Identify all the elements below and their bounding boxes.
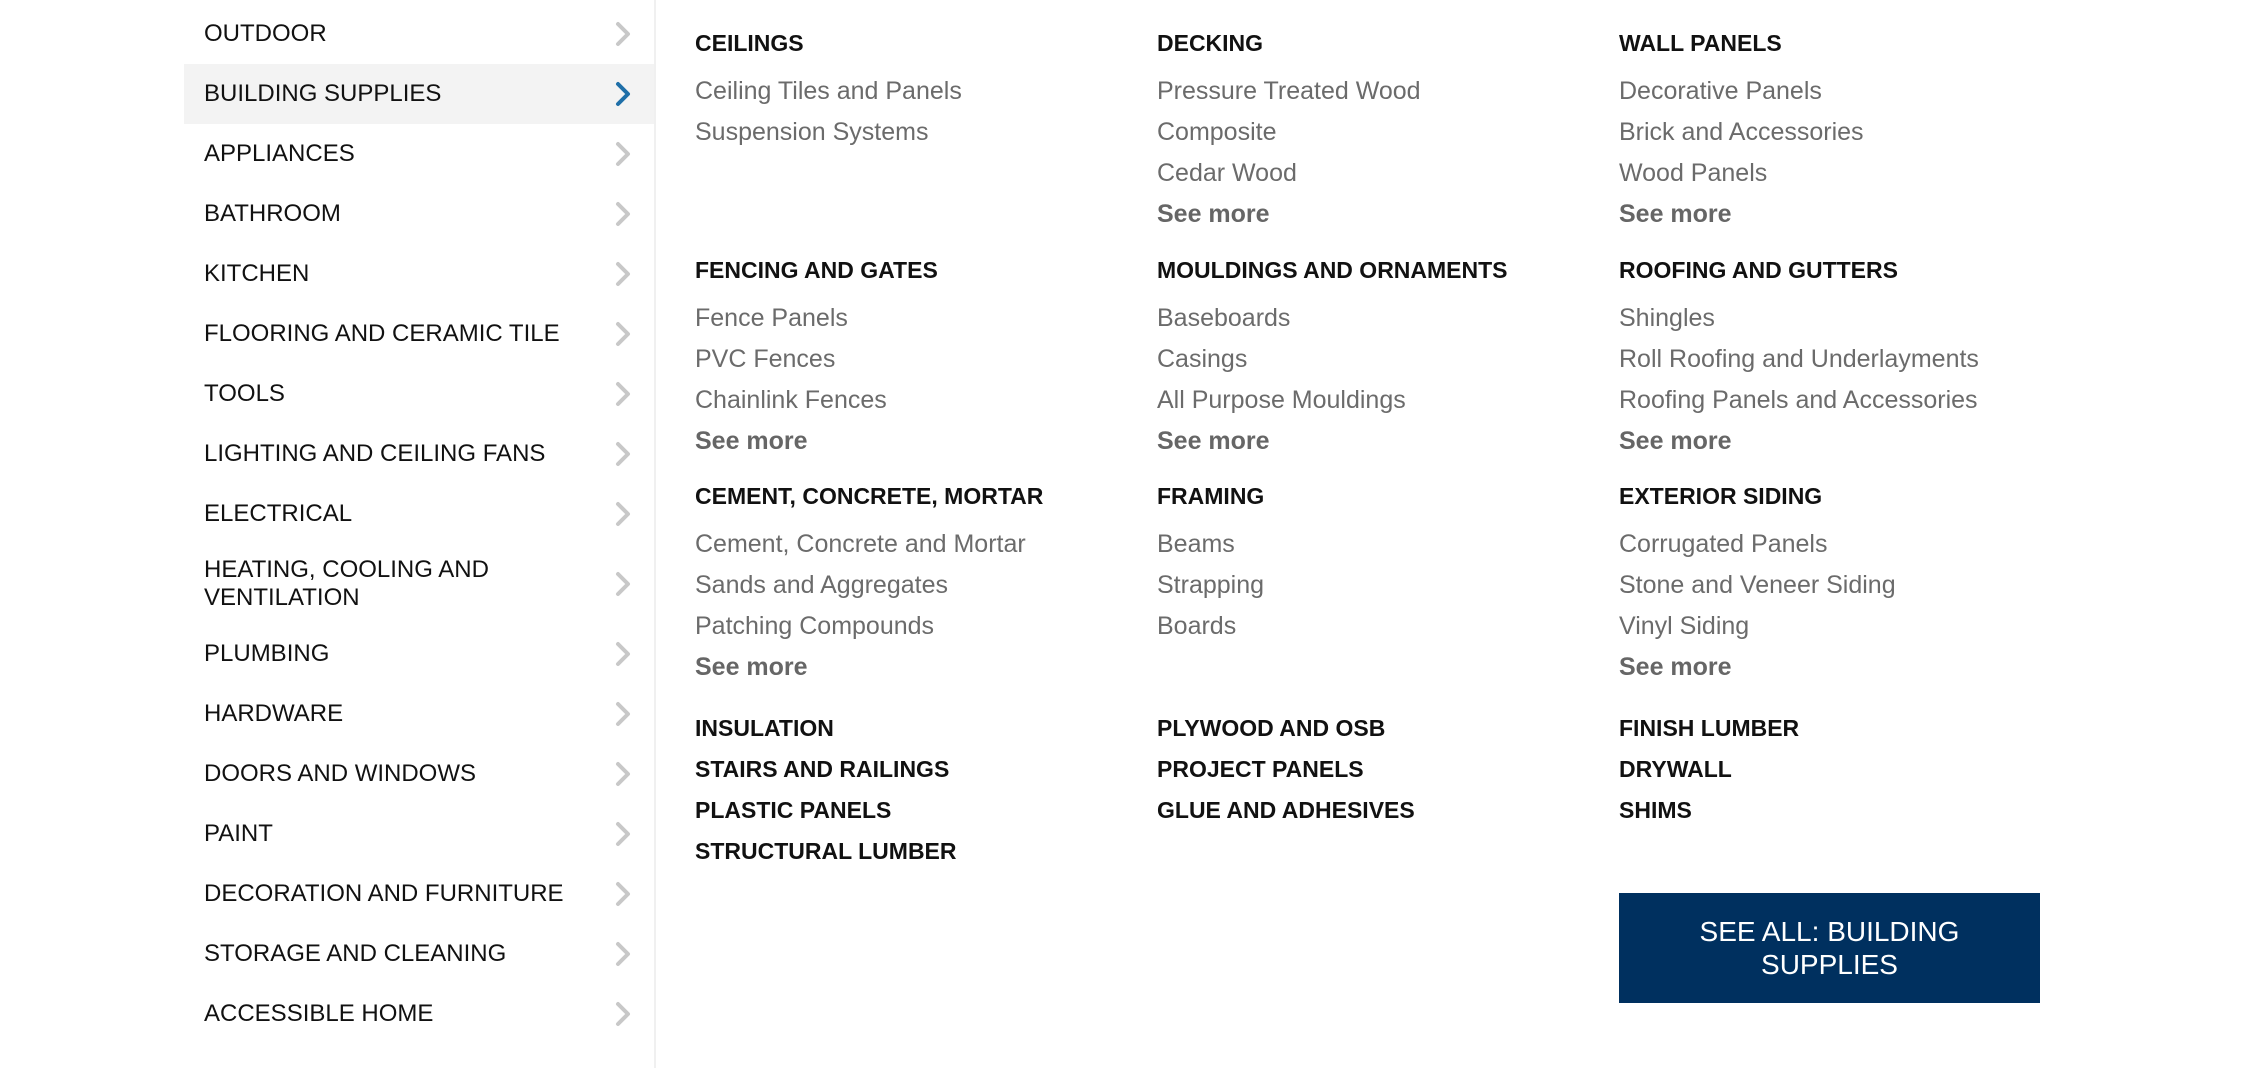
sidebar-item-building-supplies[interactable] [184,64,654,124]
sidebar-item-label: STORAGE AND CLEANING [204,940,507,967]
chevron-right-icon [614,21,632,47]
chevron-right-icon [614,441,632,467]
sidebar-item-tools[interactable] [184,364,654,424]
sidebar-item-label: PAINT [204,820,273,847]
sidebar-item-label: HARDWARE [204,700,344,727]
chevron-right-icon [614,321,632,347]
sidebar-item-storage-and-cleaning[interactable] [184,924,654,984]
group-link[interactable]: Boards [1157,612,1237,640]
group-link[interactable]: Casings [1157,345,1248,373]
group-link[interactable]: Pressure Treated Wood [1157,77,1421,105]
menu-group [1619,481,2059,688]
category-link[interactable]: STAIRS AND RAILINGS [695,756,950,782]
menu-group [1619,255,2059,462]
sidebar-item-label: LIGHTING AND CEILING FANS [204,440,546,467]
see-more-link[interactable]: See more [1157,427,1270,455]
menu-group [1157,28,1597,235]
chevron-right-icon [614,761,632,787]
see-more-link[interactable]: See more [695,427,808,455]
sidebar-item-label: OUTDOOR [204,20,327,47]
see-all-label: SEE ALL: BUILDING SUPPLIES [1699,916,1960,980]
see-all-building-supplies-button[interactable] [1619,893,2040,1003]
sidebar-item-label: TOOLS [204,380,285,407]
sidebar-item-doors-and-windows[interactable] [184,744,654,804]
menu-extra-links [695,708,1135,872]
chevron-right-icon [614,941,632,967]
category-link[interactable]: STRUCTURAL LUMBER [695,838,957,864]
menu-group [695,28,1135,153]
group-link[interactable]: Baseboards [1157,304,1291,332]
chevron-right-icon [614,821,632,847]
sidebar-item-accessible-home[interactable] [184,984,654,1044]
group-title[interactable]: WALL PANELS [1619,30,1782,56]
group-link[interactable]: Strapping [1157,571,1265,599]
sidebar-item-label: BUILDING SUPPLIES [204,80,442,107]
sidebar-item-paint[interactable] [184,804,654,864]
group-title[interactable]: FENCING AND GATES [695,257,938,283]
group-link[interactable]: Fence Panels [695,304,848,332]
sidebar-item-heating-cooling-and-ventilation[interactable] [184,544,654,624]
chevron-right-icon [614,501,632,527]
sidebar-item-label: ELECTRICAL [204,500,353,527]
group-link[interactable]: Patching Compounds [695,612,935,640]
sidebar-item-label: APPLIANCES [204,140,355,167]
group-link[interactable]: Decorative Panels [1619,77,1822,105]
menu-group [695,255,1135,462]
chevron-right-icon [614,881,632,907]
sidebar-item-label: DECORATION AND FURNITURE [204,880,564,907]
sidebar-item-kitchen[interactable] [184,244,654,304]
group-link[interactable]: Beams [1157,530,1235,558]
menu-extra-links [1157,708,1597,831]
group-link[interactable]: Cedar Wood [1157,159,1297,187]
group-link[interactable]: Composite [1157,118,1277,146]
sidebar-item-appliances[interactable] [184,124,654,184]
group-title[interactable]: CEMENT, CONCRETE, MORTAR [695,483,1044,509]
group-link[interactable]: Brick and Accessories [1619,118,1864,146]
sidebar-item-label: HEATING, COOLING AND VENTILATION [204,556,489,611]
sidebar-item-hardware[interactable] [184,684,654,744]
group-title[interactable]: EXTERIOR SIDING [1619,483,1823,509]
group-link[interactable]: Roll Roofing and Underlayments [1619,345,1979,373]
see-more-link[interactable]: See more [1157,200,1270,228]
see-more-link[interactable]: See more [1619,200,1732,228]
sidebar-item-label: FLOORING AND CERAMIC TILE [204,320,560,347]
category-link[interactable]: INSULATION [695,715,834,741]
chevron-right-icon [614,1001,632,1027]
see-more-link[interactable]: See more [1619,653,1732,681]
sidebar-item-lighting-and-ceiling-fans[interactable] [184,424,654,484]
group-title[interactable]: ROOFING AND GUTTERS [1619,257,1898,283]
menu-group [1619,28,2059,235]
group-title[interactable]: MOULDINGS AND ORNAMENTS [1157,257,1508,283]
category-link[interactable]: PLYWOOD AND OSB [1157,715,1386,741]
group-title[interactable]: FRAMING [1157,483,1265,509]
category-link[interactable]: FINISH LUMBER [1619,715,1800,741]
chevron-right-icon [614,701,632,727]
chevron-right-icon [614,641,632,667]
sidebar-item-decoration-and-furniture[interactable] [184,864,654,924]
category-link[interactable]: PLASTIC PANELS [695,797,892,823]
menu-group [695,481,1135,688]
group-link[interactable]: Wood Panels [1619,159,1768,187]
menu-group [1157,255,1597,462]
sidebar-item-label: ACCESSIBLE HOME [204,1000,434,1027]
sidebar-item-label: KITCHEN [204,260,310,287]
chevron-right-icon [614,81,632,107]
category-link[interactable]: SHIMS [1619,797,1692,823]
group-link[interactable]: Stone and Veneer Siding [1619,571,1896,599]
chevron-right-icon [614,141,632,167]
group-link[interactable]: Ceiling Tiles and Panels [695,77,962,105]
chevron-right-icon [614,201,632,227]
chevron-right-icon [614,571,632,597]
see-more-link[interactable]: See more [695,653,808,681]
group-link[interactable]: Roofing Panels and Accessories [1619,386,1978,414]
group-link[interactable]: Corrugated Panels [1619,530,1828,558]
group-link[interactable]: Chainlink Fences [695,386,887,414]
sidebar-item-plumbing[interactable] [184,624,654,684]
sidebar-item-label: BATHROOM [204,200,341,227]
group-link[interactable]: Suspension Systems [695,118,929,146]
menu-extra-links [1619,708,2059,831]
see-more-link[interactable]: See more [1619,427,1732,455]
category-sidebar [184,4,654,1044]
category-link[interactable]: PROJECT PANELS [1157,756,1364,782]
group-link[interactable]: Vinyl Siding [1619,612,1750,640]
group-link[interactable]: PVC Fences [695,345,836,373]
chevron-right-icon [614,381,632,407]
menu-group [1157,481,1597,647]
group-link[interactable]: Cement, Concrete and Mortar [695,530,1026,558]
group-title[interactable]: DECKING [1157,30,1264,56]
sidebar-item-outdoor[interactable] [184,4,654,64]
category-link[interactable]: GLUE AND ADHESIVES [1157,797,1415,823]
sidebar-item-label: PLUMBING [204,640,330,667]
group-title[interactable]: CEILINGS [695,30,804,56]
sidebar-item-label: DOORS AND WINDOWS [204,760,477,787]
sidebar-item-electrical[interactable] [184,484,654,544]
group-link[interactable]: Sands and Aggregates [695,571,948,599]
sidebar-item-bathroom[interactable] [184,184,654,244]
category-link[interactable]: DRYWALL [1619,756,1732,782]
chevron-right-icon [614,261,632,287]
sidebar-divider [654,0,656,1068]
group-link[interactable]: All Purpose Mouldings [1157,386,1406,414]
sidebar-item-flooring-and-ceramic-tile[interactable] [184,304,654,364]
group-link[interactable]: Shingles [1619,304,1715,332]
